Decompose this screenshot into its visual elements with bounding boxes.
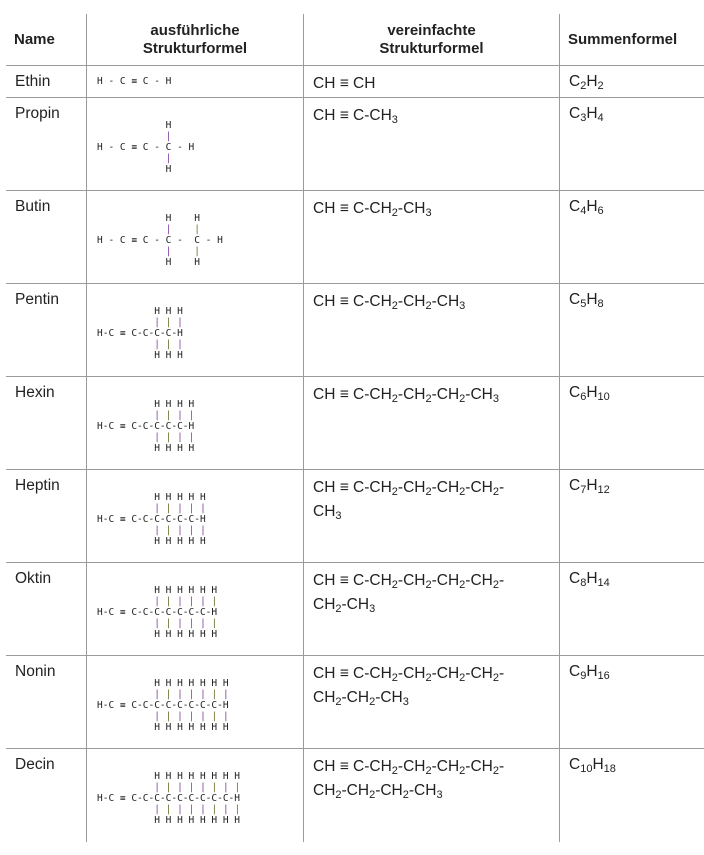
- structure-line: H H H H H: [97, 492, 206, 503]
- table-row: [6, 656, 704, 749]
- detailed-structure: [87, 66, 304, 98]
- compound-name: Nonin: [6, 656, 87, 749]
- alkyne-table: [6, 14, 704, 842]
- header-simplified-structure: vereinfachte Strukturformel: [304, 14, 560, 66]
- simplified-structure: CH ≡ $C-CH_2-CH_2-CH_3$: [304, 284, 560, 377]
- detailed-structure: [87, 284, 304, 377]
- simplified-structure: CH ≡ $C-CH_2-CH_2-CH_2-CH_2-$ $CH_2-CH_2-CH_3$: [304, 656, 560, 749]
- structure-line: H-C ≡ C-C-C-C-C-C-H: [97, 514, 206, 525]
- header-detailed-structure: ausführliche Strukturformel: [87, 14, 304, 66]
- detailed-structure: [87, 377, 304, 470]
- structure-line: H H H H H H H: [97, 722, 229, 733]
- structure-line: H H: [97, 213, 200, 224]
- structure-line: H H H H H H: [97, 585, 218, 596]
- table-row: [6, 66, 704, 98]
- structure-line: H-C ≡ C-C-C-C-C-H: [97, 421, 195, 432]
- detailed-structure: [87, 98, 304, 191]
- structure-line: | | | |: [154, 432, 195, 443]
- simplified-structure: CH ≡ $C-CH_2-CH_2-CH_2-CH_2-$ $CH_2-CH_2-CH_2-CH_3$: [304, 749, 560, 842]
- structure-line: | | | | |: [154, 503, 206, 514]
- molecular-formula: $C_{10}H_{18}$: [560, 749, 704, 842]
- simplified-structure: CH ≡ $C-CH_2-CH_3$: [304, 191, 560, 284]
- detailed-structure: [87, 470, 304, 563]
- structure-line: H H H: [97, 306, 183, 317]
- structure-line: | | | | | | |: [154, 689, 229, 700]
- structure-line: H: [97, 120, 172, 131]
- structure-line: H - C ≡ C - H: [97, 76, 172, 87]
- simplified-structure: CH ≡ $C-CH_2-CH_2-CH_2-CH_2-$ $CH_3$: [304, 470, 560, 563]
- structure-line: H - C ≡ C - C - C - H: [97, 235, 223, 246]
- table-row: [6, 377, 704, 470]
- compound-name: Ethin: [6, 66, 87, 98]
- header-name: Name: [6, 14, 87, 66]
- table-row: [6, 749, 704, 842]
- structure-line: H H H H H H: [97, 629, 218, 640]
- structure-line: H-C ≡ C-C-C-C-H: [97, 328, 183, 339]
- header-row: [6, 14, 704, 66]
- structure-line: H H H H H: [97, 536, 206, 547]
- molecular-formula: $C_4H_6$: [560, 191, 704, 284]
- structure-line: H-C ≡ C-C-C-C-C-C-C-C-C-H: [97, 793, 240, 804]
- compound-name: Pentin: [6, 284, 87, 377]
- structure-line: | | | | |: [154, 525, 206, 536]
- structure-line: H H H H: [97, 399, 195, 410]
- molecular-formula: $C_3H_4$: [560, 98, 704, 191]
- structure-line: H H H H H H H H: [97, 815, 240, 826]
- compound-name: Propin: [6, 98, 87, 191]
- detailed-structure: [87, 191, 304, 284]
- compound-name: Decin: [6, 749, 87, 842]
- compound-name: Heptin: [6, 470, 87, 563]
- structure-line: | | | | | | |: [154, 711, 229, 722]
- structure-line: H H H H H H H: [97, 678, 229, 689]
- structure-line: | |: [165, 224, 200, 235]
- simplified-structure: CH ≡ CH: [304, 66, 560, 98]
- table-row: [6, 470, 704, 563]
- structure-line: | | | | | |: [154, 618, 218, 629]
- molecular-formula: $C_5H_8$: [560, 284, 704, 377]
- table-row: [6, 191, 704, 284]
- molecular-formula: $C_6H_{10}$: [560, 377, 704, 470]
- simplified-structure: CH ≡ $C-CH_3$: [304, 98, 560, 191]
- structure-line: | |: [165, 246, 200, 257]
- structure-line: H H H H H H H H: [97, 771, 240, 782]
- structure-line: H-C ≡ C-C-C-C-C-C-C-H: [97, 607, 218, 618]
- structure-line: H-C ≡ C-C-C-C-C-C-C-C-H: [97, 700, 229, 711]
- detailed-structure: [87, 656, 304, 749]
- table-row: [6, 98, 704, 191]
- compound-name: Butin: [6, 191, 87, 284]
- structure-line: H H: [97, 257, 200, 268]
- structure-line: | | | |: [154, 410, 195, 421]
- table-row: [6, 563, 704, 656]
- molecular-formula: $C_9H_{16}$: [560, 656, 704, 749]
- detailed-structure: [87, 749, 304, 842]
- structure-line: | | | | | |: [154, 596, 218, 607]
- detailed-structure: [87, 563, 304, 656]
- compound-name: Oktin: [6, 563, 87, 656]
- structure-line: H H H H: [97, 443, 195, 454]
- structure-line: H: [97, 164, 172, 175]
- structure-line: H H H: [97, 350, 183, 361]
- table-row: [6, 284, 704, 377]
- structure-line: |: [165, 153, 172, 164]
- structure-line: | | | | | | | |: [154, 782, 241, 793]
- molecular-formula: $C_7H_{12}$: [560, 470, 704, 563]
- structure-line: |: [165, 131, 172, 142]
- molecular-formula: $C_8H_{14}$: [560, 563, 704, 656]
- compound-name: Hexin: [6, 377, 87, 470]
- structure-line: | | | | | | | |: [154, 804, 241, 815]
- simplified-structure: CH ≡ $C-CH_2-CH_2-CH_2-CH_2-$ $CH_2-CH_3$: [304, 563, 560, 656]
- structure-line: H - C ≡ C - C - H: [97, 142, 195, 153]
- structure-line: | | |: [154, 317, 183, 328]
- molecular-formula: $C_2H_2$: [560, 66, 704, 98]
- header-molecular-formula: Summenformel: [568, 30, 678, 48]
- structure-line: | | |: [154, 339, 183, 350]
- simplified-structure: CH ≡ $C-CH_2-CH_2-CH_2-CH_3$: [304, 377, 560, 470]
